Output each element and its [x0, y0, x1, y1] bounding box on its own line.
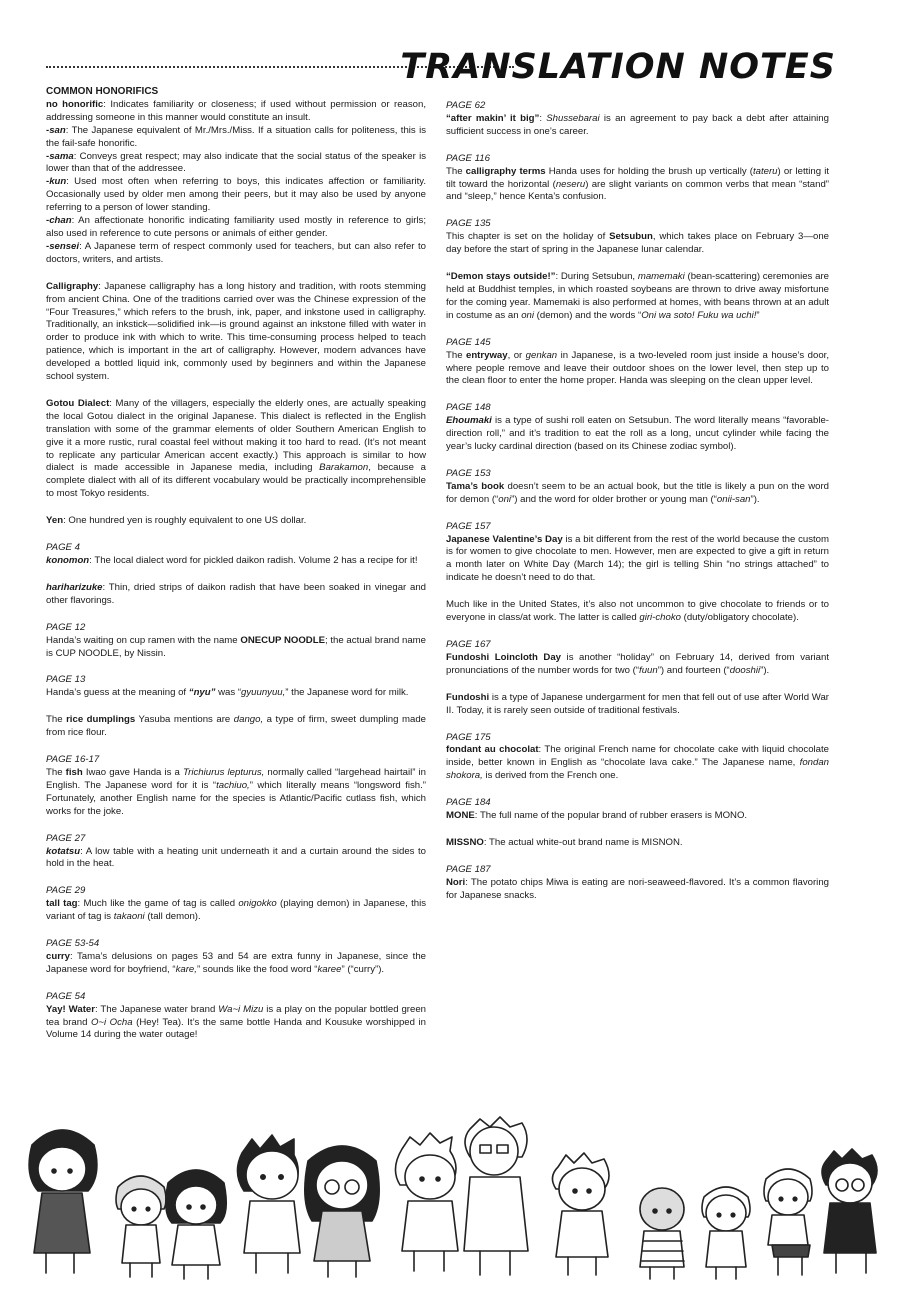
note-konomon: PAGE 4 konomon: The local dialect word for pickled daikon radish. Volume 2 has a recipe for it!	[46, 542, 426, 568]
character-8	[552, 1153, 609, 1275]
page-ref: PAGE 4	[46, 542, 80, 554]
note-valentines-day: PAGE 157 Japanese Valentine’s Day is a bit different from the rest of the world because the custom is for women to give chocolate to men. However, men are expected to give a gift in return a month later on White Day (March 14); the girl is telling Shin “no strings attached” to indicate he doesn’t need to do that.	[446, 520, 829, 584]
note-makin-it-big: PAGE 62 “after makin’ it big”: Shussebarai is an agreement to pay back a debt after attaining sufficient success in one’s career.	[446, 100, 829, 137]
note-tall-tag: PAGE 29 tall tag: Much like the game of tag is called onigokko (playing demon) in Japanese, this variant of tag is takaoni (tall demon).	[46, 885, 426, 923]
character-2	[116, 1176, 166, 1277]
character-11	[764, 1169, 812, 1275]
note-dumplings: The rice dumplings Yasuba mentions are dango, a type of firm, sweet dumpling made from rice flour.	[46, 714, 426, 739]
note-ehoumaki: PAGE 148 Ehoumaki is a type of sushi roll eaten on Setsubun. The word literally means “favorable-direction roll,” and it’s tradition to eat the roll as a long, uncut cylinder while facing the year’s lucky cardinal direction (based on its Chinese zodiac symbol).	[446, 402, 829, 453]
page-ref: PAGE 13	[46, 674, 86, 686]
note-giri-choko: Much like in the United States, it’s also not uncommon to give chocolate to friends or to everyone in class/at work. The latter is called giri-choko (duty/obligatory chocolate).	[446, 599, 829, 624]
page-ref: PAGE 148	[446, 402, 491, 414]
page-ref: PAGE 187	[446, 863, 491, 875]
honorific-entry: -san: The Japanese equivalent of Mr./Mrs./Miss. If a situation calls for politeness, this is the fail-safe honorific.	[46, 124, 426, 149]
note-entryway: PAGE 145 The entryway, or genkan in Japanese, is a two-leveled room just inside a house’s door, where people remove and leave their outdoor shoes on the lower level, then step up to the clean floor to enter the home proper. Handa was sleeping on the clean upper level.	[446, 336, 829, 387]
right-column	[446, 100, 829, 917]
honorifics-section	[46, 86, 426, 267]
note-calligraphy-terms: PAGE 116 The calligraphy terms Handa uses for holding the brush up vertically (tateru) or letting it tilt toward the horizontal (neseru) are slight variants on common verbs that mean “stand” and “sleep,” hence Kenta’s confusion.	[446, 152, 830, 203]
note-missno: MISSNO: The actual white-out brand name is MISNON.	[446, 836, 683, 848]
page-ref: PAGE 12	[46, 621, 86, 633]
note-yen: Yen: One hundred yen is roughly equivalent to one US dollar.	[46, 515, 307, 527]
page-ref: PAGE 135	[446, 218, 491, 230]
character-10	[702, 1187, 750, 1279]
character-1	[29, 1130, 97, 1273]
page-ref: PAGE 29	[46, 885, 86, 897]
page-ref: PAGE 62	[446, 100, 486, 111]
note-gotou-dialect: Gotou Dialect: Many of the villagers, especially the elderly ones, are actually speaking the local Gotou dialect in the original Japanese. This dialect is reflected in the English translation with some of the grammar elements of older Southern American English to give it a more rustic, rural coastal feel without making it too hard to read. (It’s not meant to replicate any particular American accent exactly.) This approach is similar to how dialect is made accessible in Japanese media, including Barakamon, because a complete dialect with all of its different vocabulary would be practically incomprehensible to most Tokyo residents.	[46, 397, 427, 500]
character-7	[464, 1117, 528, 1275]
character-5	[305, 1146, 379, 1277]
character-illustration-strip	[10, 1105, 890, 1285]
page-ref: PAGE 116	[446, 152, 490, 164]
note-fundoshi-day: PAGE 167 Fundoshi Loincloth Day is another “holiday” on February 14, derived from variant pronunciations of the number words for two (“fuun”) and fourteen (“dooshii”).	[446, 639, 829, 676]
note-yay-water: PAGE 54 Yay! Water: The Japanese water brand Wa~i Mizu is a play on the popular bottled green tea brand O~i Ocha (Hey! Tea). It’s the same bottle Handa and Kousuke worshipped in Volume 14 during the water outage!	[46, 990, 426, 1041]
page-ref: PAGE 54	[46, 990, 86, 1002]
character-3	[166, 1170, 227, 1279]
page-ref: PAGE 157	[446, 520, 491, 532]
honorific-entry: no honorific: Indicates familiarity or closeness; if used without permission or reason, addressing someone in this manner would constitute an insult.	[46, 98, 427, 123]
note-curry: PAGE 53-54 curry: Tama’s delusions on pages 53 and 54 are extra funny in Japanese, since the Japanese word for boyfriend, “kare,” sounds like the food word “karee” (“curry”).	[46, 938, 426, 975]
page-title: TRANSLATION NOTES	[400, 47, 836, 87]
page-header	[46, 44, 836, 90]
note-onecup: PAGE 12 Handa’s waiting on cup ramen with the name ONECUP NOODLE; the actual brand name is CUP NOODLE, by Nissin.	[46, 621, 427, 659]
character-9	[640, 1188, 684, 1279]
note-hariharizuke: hariharizuke: Thin, dried strips of daikon radish that have been soaked in vinegar and other flavorings.	[46, 581, 426, 606]
page-ref: PAGE 27	[46, 832, 86, 844]
left-column	[46, 86, 426, 1056]
note-nyu: PAGE 13 Handa’s guess at the meaning of “nyu” was “gyuunyuu,” the Japanese word for milk.	[46, 674, 426, 700]
note-tamas-book: PAGE 153 Tama’s book doesn’t seem to be an actual book, but the title is likely a pun on the word for demon (“oni”) and the word for older brother or young man (“onii-san”).	[446, 467, 830, 505]
note-fondant: PAGE 175 fondant au chocolat: The original French name for chocolate cake with liquid chocolate inside, better known in English as “chocolate lava cake.” The Japanese name, fondan shokora, is derived from the French one.	[446, 731, 829, 782]
character-12	[822, 1149, 877, 1273]
honorific-entry: -kun: Used most often when referring to boys, this indicates affection or familiarity. Occasionally used by older men among their peers, but it may also be used by anyone referring to a person of lower standing.	[46, 176, 426, 214]
honorific-entry: -sensei: A Japanese term of respect commonly used for teachers, but can also refer to doctors, writers, and artists.	[46, 240, 426, 265]
page-ref: PAGE 53-54	[46, 938, 100, 950]
honorific-entry: -sama: Conveys great respect; may also indicate that the social status of the speaker is lower than that of the addressee.	[46, 150, 426, 175]
note-nori: PAGE 187 Nori: The potato chips Miwa is eating are nori-seaweed-flavored. It’s a common flavoring for Japanese snacks.	[446, 863, 829, 901]
page-ref: PAGE 175	[446, 731, 491, 743]
note-fish: PAGE 16-17 The fish Iwao gave Handa is a Trichiurus lepturus, normally called “largehead hairtail” in English. The Japanese word for it is “tachiuo,” which literally means “longsword fish.” Fortunately, another English name for the species is Atlantic/Pacific cutlass fish, which works for the joke.	[46, 754, 426, 817]
character-4	[237, 1135, 300, 1273]
chibi-characters-illustration	[10, 1105, 890, 1285]
page-ref: PAGE 167	[446, 639, 491, 650]
note-setsubun: PAGE 135 This chapter is set on the holiday of Setsubun, which takes place on February 3—one day before the start of spring in the Japanese lunar calendar.	[446, 218, 829, 256]
character-6	[395, 1133, 458, 1271]
note-kotatsu: PAGE 27 kotatsu: A low table with a heating unit underneath it and a curtain around the sides to hold in the heat.	[46, 832, 426, 870]
page-ref: PAGE 16-17	[46, 754, 100, 766]
note-mone: PAGE 184 MONE: The full name of the popular brand of rubber erasers is MONO.	[446, 797, 829, 823]
page-ref: PAGE 145	[446, 336, 491, 348]
honorific-entry: -chan: An affectionate honorific indicating familiarity used mostly in reference to girls; also used in reference to cute persons or animals of either gender.	[46, 215, 426, 239]
page-ref: PAGE 184	[446, 797, 491, 809]
note-fundoshi: Fundoshi is a type of Japanese undergarment for men that fell out of use after World War II. Today, it is rarely seen outside of traditional festivals.	[446, 691, 829, 716]
note-demon-stays-outside: “Demon stays outside!”: During Setsubun, mamemaki (bean-scattering) ceremonies are held at Buddhist temples, in which roasted soybeans are thrown to drive away misfortune for the coming year. Mamemaki is also performed at homes, with beans thrown at an adult in costume as an oni (demon) and the words “Oni wa soto! Fuku wa uchi!”	[446, 271, 829, 321]
honorifics-heading: COMMON HONORIFICS	[46, 86, 159, 97]
page-ref: PAGE 153	[446, 467, 491, 479]
note-calligraphy: Calligraphy: Japanese calligraphy has a long history and tradition, with roots stemming from ancient China. One of the traditions carried over was the Chinese expression of the “Four Treasures,” which refers to the brush, ink, paper, and inkstone used in calligraphy. Traditionally, an inkstick—solidified ink—is ground against an inkstone filled with water in order to produce ink with which to write. This time-consuming process helped to teach patience, which is important in the art of calligraphy. However, modern advances have developed a bottled liquid ink, commonly used by beginners and within the Japanese school system.	[46, 280, 426, 383]
